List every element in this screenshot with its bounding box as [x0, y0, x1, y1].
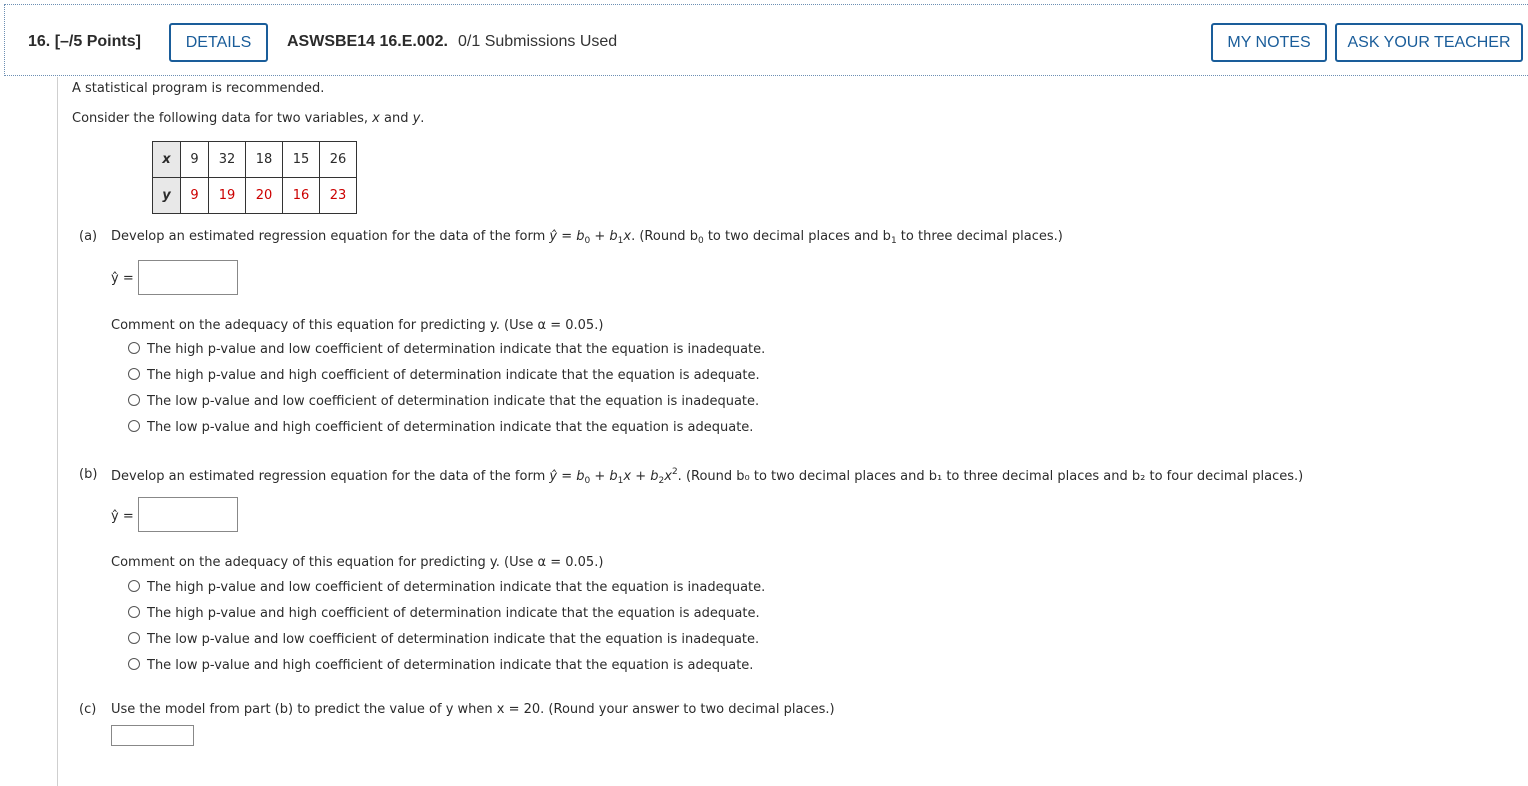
- part-a-option-2[interactable]: The high p-value and high coefficient of determination indicate that the equation is adequate.: [147, 368, 760, 383]
- part-a-radio-3[interactable]: [128, 394, 140, 406]
- part-b-label: (b): [79, 467, 98, 482]
- part-c-prompt: Use the model from part (b) to predict the value of y when x = 20. (Round your answer to two decimal places.): [111, 702, 835, 717]
- part-b-option-2[interactable]: The high p-value and high coefficient of determination indicate that the equation is adequate.: [147, 606, 760, 621]
- x-cell: 18: [246, 142, 283, 178]
- x-cell: 15: [283, 142, 320, 178]
- part-a-radio-2[interactable]: [128, 368, 140, 380]
- ask-your-teacher-button[interactable]: ASK YOUR TEACHER: [1335, 23, 1523, 62]
- data-table: [152, 141, 357, 214]
- y-cell: 16: [283, 178, 320, 214]
- submissions-used: 0/1 Submissions Used: [458, 33, 618, 50]
- consider-text: Consider the following data for two variables, x and y.: [72, 111, 425, 126]
- part-a-yhat-label: ŷ =: [111, 271, 134, 286]
- my-notes-button[interactable]: MY NOTES: [1211, 23, 1327, 62]
- part-b-radio-4[interactable]: [128, 658, 140, 670]
- part-b-prompt: Develop an estimated regression equation for the data of the form ŷ = $b_0 + b_1x + b_2x^2$. (Round b₀ to two decimal places and b₁ to three decimal places and b₂ to four decimal places.): [111, 467, 1304, 486]
- content-divider: [57, 77, 58, 786]
- part-a-label: (a): [79, 229, 98, 244]
- part-a-option-4[interactable]: The low p-value and high coefficient of determination indicate that the equation is adequate.: [147, 420, 754, 435]
- y-cell: 19: [209, 178, 246, 214]
- y-cell: 23: [320, 178, 357, 214]
- part-a-comment-prompt: Comment on the adequacy of this equation for predicting y. (Use α = 0.05.): [111, 318, 604, 333]
- x-header: x: [153, 142, 181, 178]
- x-cell: 9: [181, 142, 209, 178]
- part-b-comment-prompt: Comment on the adequacy of this equation for predicting y. (Use α = 0.05.): [111, 555, 604, 570]
- part-a-prompt: Develop an estimated regression equation for the data of the form ŷ = $b_0 + b_1x$. (Round $b_0$ to two decimal places and $b_1$ to three decimal places.): [111, 229, 1063, 246]
- part-c-label: (c): [79, 702, 97, 717]
- x-cell: 32: [209, 142, 246, 178]
- details-button[interactable]: DETAILS: [169, 23, 268, 62]
- y-row: [153, 178, 357, 214]
- part-b-option-3[interactable]: The low p-value and low coefficient of determination indicate that the equation is inadequate.: [147, 632, 760, 647]
- y-cell: 20: [246, 178, 283, 214]
- part-b-radio-3[interactable]: [128, 632, 140, 644]
- part-b-radio-1[interactable]: [128, 580, 140, 592]
- part-a-option-3[interactable]: The low p-value and low coefficient of determination indicate that the equation is inadequate.: [147, 394, 760, 409]
- question-number: 16. [–/5 Points]: [28, 33, 141, 50]
- part-b-option-4[interactable]: The low p-value and high coefficient of determination indicate that the equation is adequate.: [147, 658, 754, 673]
- recommendation-text: A statistical program is recommended.: [72, 81, 325, 96]
- part-b-radio-2[interactable]: [128, 606, 140, 618]
- part-b-yhat-label: ŷ =: [111, 509, 134, 524]
- part-a-option-1[interactable]: The high p-value and low coefficient of determination indicate that the equation is inadequate.: [147, 342, 766, 357]
- part-c-answer-input[interactable]: [111, 725, 194, 746]
- part-a-radio-1[interactable]: [128, 342, 140, 354]
- points-label: [–/5 Points]: [54, 33, 141, 50]
- part-a-equation-input[interactable]: [138, 260, 238, 295]
- problem-code: ASWSBE14 16.E.002.: [287, 33, 448, 50]
- part-a-radio-4[interactable]: [128, 420, 140, 432]
- x-row: [153, 142, 357, 178]
- y-header: y: [153, 178, 181, 214]
- x-cell: 26: [320, 142, 357, 178]
- part-b-option-1[interactable]: The high p-value and low coefficient of determination indicate that the equation is inadequate.: [147, 580, 766, 595]
- part-b-equation-input[interactable]: [138, 497, 238, 532]
- y-cell: 9: [181, 178, 209, 214]
